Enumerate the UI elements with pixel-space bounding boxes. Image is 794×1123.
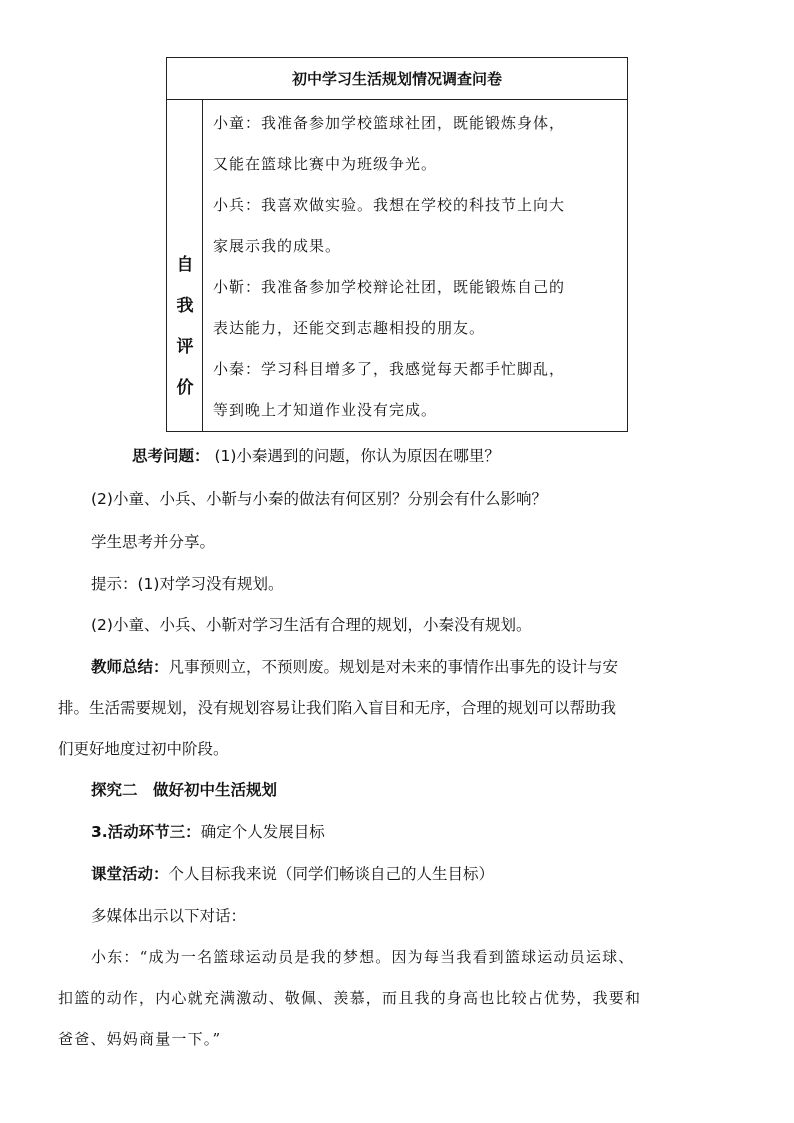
think-question-2: (2)小童、小兵、小靳与小秦的做法有何区别？分别会有什么影响？ [91, 490, 547, 508]
survey-title: 初中学习生活规划情况调查问卷 [167, 58, 627, 100]
summary-label: 教师总结： [91, 658, 169, 676]
survey-line: 小兵：我喜欢做实验。我想在学校的科技节上向大 [213, 196, 566, 214]
class-activity [91, 862, 494, 884]
summary-line-3: 们更好地度过初中阶段。 [58, 740, 229, 758]
activity-3-label: 3.活动环节三： [91, 823, 201, 841]
dialogue-line: 小东：“成为一名篮球运动员是我的梦想。因为每当我看到篮球运动员运球、 [91, 948, 635, 966]
survey-line: 小童：我准备参加学校篮球社团，既能锻炼身体， [213, 114, 566, 132]
self-evaluation-label-cell [167, 100, 203, 431]
dialogue-line: 爸爸、妈妈商量一下。” [58, 1030, 222, 1048]
summary-line-2: 排。生活需要规划，没有规划容易让我们陷入盲目和无序，合理的规划可以帮助我 [58, 699, 617, 717]
self-evaluation-content [203, 100, 627, 431]
activity-3-text: 确定个人发展目标 [200, 823, 325, 841]
class-activity-text: 个人目标我来说（同学们畅谈自己的人生目标） [168, 865, 495, 883]
class-activity-label: 课堂活动： [91, 865, 169, 883]
survey-line: 表达能力，还能交到志趣相投的朋友。 [213, 319, 486, 337]
multimedia-note: 多媒体出示以下对话： [91, 907, 247, 925]
side-label-char: 我 [176, 296, 194, 316]
hint-answer-2: (2)小童、小兵、小靳对学习生活有合理的规划，小秦没有规划。 [91, 616, 532, 634]
hint-answer-1: 提示：(1)对学习没有规划。 [91, 575, 284, 593]
think-label: 思考问题： [132, 447, 210, 465]
summary-text-1: 凡事预则立，不预则废。规划是对未来的事情作出事先的设计与安 [168, 658, 619, 676]
side-label-char: 评 [176, 337, 194, 357]
student-share: 学生思考并分享。 [91, 533, 216, 551]
survey-line: 家展示我的成果。 [213, 237, 342, 255]
survey-line: 等到晚上才知道作业没有完成。 [213, 401, 438, 419]
survey-line: 又能在篮球比赛中为班级争光。 [213, 155, 438, 173]
section-heading: 探究二 做好初中生活规划 [91, 781, 278, 799]
survey-line: 小靳：我准备参加学校辩论社团，既能锻炼自己的 [213, 278, 566, 296]
dialogue-line: 扣篮的动作，内心就充满激动、敬佩、羡慕，而且我的身高也比较占优势，我要和 [58, 989, 642, 1007]
think-q1: (1)小秦遇到的问题，你认为原因在哪里？ [214, 447, 500, 465]
survey-table [166, 57, 628, 432]
activity-3 [91, 820, 325, 842]
think-question-1 [132, 444, 500, 466]
summary-line-1 [91, 655, 618, 677]
survey-line: 小秦：学习科目增多了，我感觉每天都手忙脚乱， [213, 360, 566, 378]
side-label-char: 自 [176, 255, 194, 275]
side-label-char: 价 [176, 378, 194, 398]
